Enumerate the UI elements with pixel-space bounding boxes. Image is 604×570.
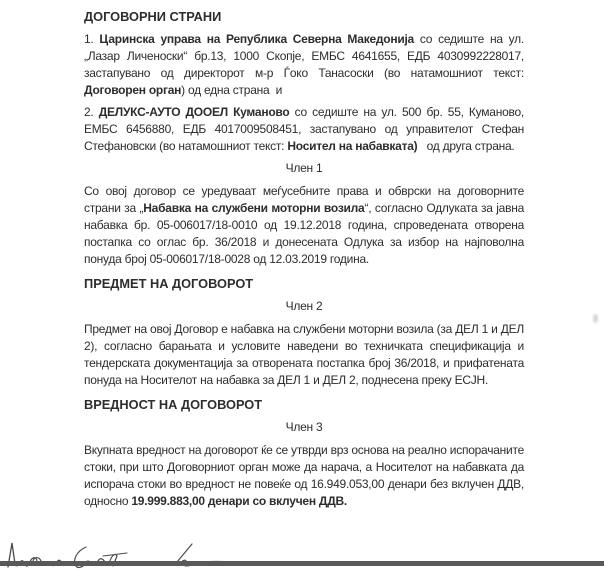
section-heading-contracting-parties (84, 8, 524, 25)
article-3-label (84, 419, 524, 436)
text-segment: Член 1 (285, 161, 323, 175)
section-heading-value (84, 396, 524, 413)
page-bottom-edge (0, 561, 604, 566)
article-1-label (84, 160, 524, 177)
text-segment: Носител на набавката) (287, 139, 418, 153)
scan-smudge (593, 314, 598, 323)
text-segment: 1. (84, 32, 100, 46)
paragraph-party-1 (84, 31, 524, 99)
text-segment: ВРЕДНОСТ НА ДОГОВОРОТ (84, 397, 263, 412)
paragraph-article-1 (84, 183, 524, 268)
text-segment: Вкупната вредност на договорот ќе се утврди врз основа на реално испорачаните стоки, при што Договорниот орган може да нарача, а Носителот на набавката да испорача стоки во вредност не повеќе од 16.949.053,00 денари без вклучен ДДВ, односно (84, 443, 524, 508)
text-segment: 2. (84, 105, 99, 119)
text-segment: ПРЕДМЕТ НА ДОГОВОРОТ (84, 276, 254, 291)
text-segment: “, согласно Одлуката за јавна набавка бр. 05-006017/18-0010 од 19.12.2018 година, спроведената отворена постапка со оглас бр. 36/2018 и донесената Одлука за избор на најповолна понуда број 05-006017/18-0028 од 12.03.2019 година. (84, 201, 525, 266)
text-segment: ДЕЛУКС-АУТО ДООЕЛ Куманово (98, 105, 290, 119)
article-2-label (84, 298, 524, 315)
text-segment: Набавка на службени моторни возила (143, 201, 365, 215)
text-segment: со седиште на ул.„Лазар Личеноски“ бр.13, 1000 Скопје, ЕМБС 4641655, ЕДБ 4030992228017, застапувано од директорот м-р Ѓоко Танасоски (во натамошниот текст: (84, 32, 525, 80)
text-segment: ДОГОВОРНИ СТРАНИ (84, 9, 222, 24)
section-heading-subject (84, 275, 524, 292)
text-segment: со седиште на ул. 500 бр. 55, Куманово, ЕМБС 6456880, ЕДБ 4017009508451, застапувано од управителот Стефан Стефановски (во натамошниот текст: (84, 105, 524, 153)
text-segment: од друга страна. (417, 139, 515, 153)
document-content (84, 8, 524, 515)
text-segment: Член 3 (285, 420, 323, 434)
text-segment: ) од една страна и (181, 83, 283, 97)
paragraph-article-2 (84, 321, 524, 389)
text-segment: Договорен орган (84, 83, 182, 97)
paragraph-article-3 (84, 442, 524, 510)
text-segment: Член 2 (285, 299, 323, 313)
text-segment: 19.999.883,00 денари со вклучен ДДВ. (131, 494, 348, 508)
text-segment: Со овој договор се уредуваат меѓусебните права и обврски на договорните страни за „ (84, 184, 524, 215)
paragraph-party-2 (84, 104, 524, 155)
text-segment: Предмет на овој Договор е набавка на службени моторни возила (за ДЕЛ 1 и ДЕЛ 2), согласно барањата и условите наведени во техничката спецификација и тендерската документација за отворената постапка број 36/2018, и прифатената понуда на Носителот на набавка за ДЕЛ 1 и ДЕЛ 2, поднесена преку ЕСЈН. (84, 322, 524, 387)
text-segment: Царинска управа на Република Северна Македонија (99, 32, 414, 46)
